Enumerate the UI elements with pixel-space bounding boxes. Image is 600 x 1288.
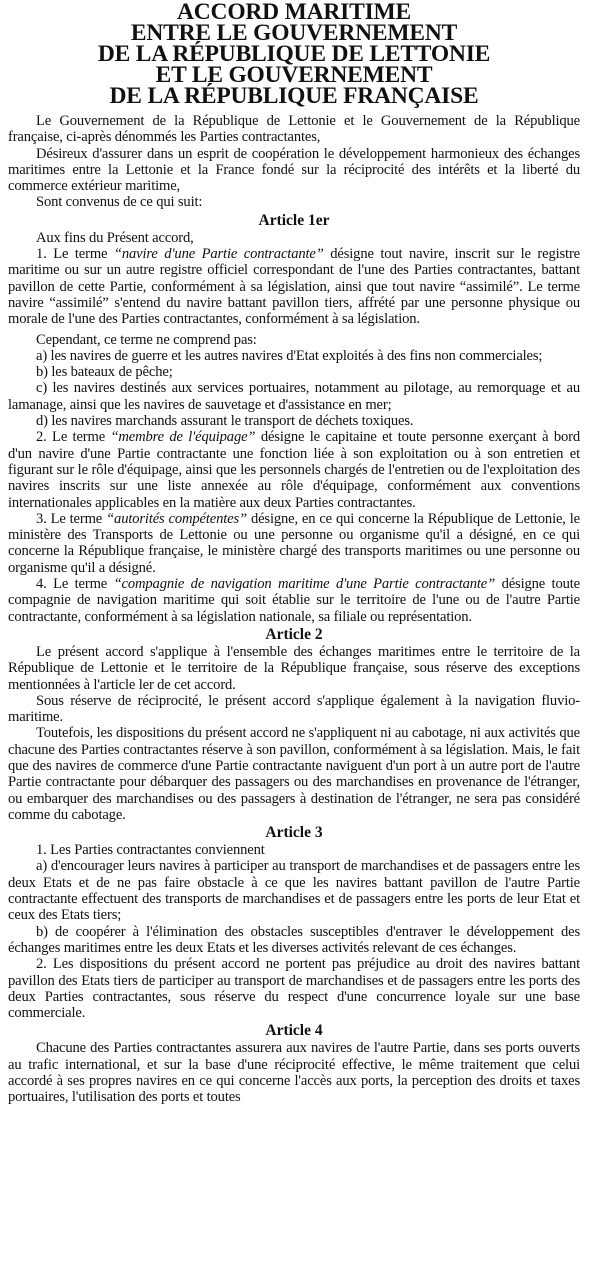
article-2-paragraph: Le présent accord s'applique à l'ensemble des échanges maritimes entre le territoire de la République de Lettonie et le territoire de la République française, sous réserve des exceptions mentionnées à l'article ler de cet accord.: [8, 643, 580, 693]
paragraph-text: désigne toute compagnie de navigation maritime qui soit établie sur le territoire de l'une ou de l'autre Partie contractante, conformément à sa législation nationale, sa filiale ou représentation.: [8, 576, 580, 625]
title-line: DE LA RÉPUBLIQUE DE LETTONIE: [97, 41, 491, 67]
title-line: ET LE GOUVERNEMENT: [155, 62, 433, 88]
article-3-heading: Article 3: [265, 824, 323, 842]
defined-term: “navire d'une Partie contractante”: [113, 246, 324, 263]
document-title: [8, 0, 580, 107]
title-line: ENTRE LE GOUVERNEMENT: [130, 20, 458, 46]
article-1-paragraph-2: [8, 429, 580, 510]
article-4-heading: Article 4: [265, 1022, 323, 1040]
paragraph-lead: 2. Le terme: [36, 429, 111, 446]
paragraph-lead: 3. Le terme: [36, 510, 107, 527]
paragraph-lead: 1. Le terme: [36, 246, 114, 263]
article-3-paragraph: 2. Les dispositions du présent accord ne portent pas préjudice au droit des navires battant pavillon des Etats tiers de participer au transport de marchandises et de passagers entre les ports des deux Parties contractantes, sous réserve du respect d'une concurrence loyale sur une base commerciale.: [8, 956, 580, 1022]
preamble-paragraph: Le Gouvernement de la République de Lettonie et le Gouvernement de la République française, ci-après dénommés les Parties contractantes,: [8, 113, 580, 146]
article-1-paragraph-4: [8, 576, 580, 625]
article-1-item-d: d) les navires marchands assurant le transport de déchets toxiques.: [36, 413, 414, 430]
article-1-intro: Aux fins du Présent accord,: [36, 229, 194, 246]
defined-term: “membre de l'équipage”: [110, 429, 256, 446]
article-3-paragraph: 1. Les Parties contractantes conviennent: [36, 842, 265, 859]
paragraph-lead: 4. Le terme: [36, 576, 114, 593]
defined-term: “compagnie de navigation maritime d'une Partie contractante”: [113, 576, 496, 593]
preamble-paragraph: Sont convenus de ce qui suit:: [36, 194, 203, 211]
article-2-heading: Article 2: [265, 625, 323, 643]
article-1-item-a: a) les navires de guerre et les autres navires d'Etat exploités à des fins non commerciales;: [36, 347, 543, 364]
article-2-paragraph: Sous réserve de réciprocité, le présent accord s'applique également à la navigation fluvio-maritime.: [8, 692, 580, 726]
article-1-paragraph-1: [8, 246, 580, 327]
paragraph-text: désigne tout navire, inscrit sur le registre maritime ou sur un autre registre officiel correspondant de l'une des Parties contractantes, battant pavillon de cette Partie, conformément à sa législation, ainsi que tout navire “assimilé”. Le terme navire “assimilé” s'entend du navire battant pavillon tiers, affrété par une personne physique ou morale de l'une des Parties contractantes, conformément à sa législation.: [8, 246, 580, 328]
article-4-paragraph: Chacune des Parties contractantes assurera aux navires de l'autre Partie, dans ses ports ouverts au trafic international, et sur la base d'une réciprocité effective, le même traitement que celui accordé à ses propres navires en ce qui concerne l'accès aux ports, la perception des droits et taxes portuaires, l'utilisation des ports et toutes: [8, 1040, 580, 1106]
article-1-item-c: c) les navires destinés aux services portuaires, notamment au pilotage, au remorquage et au lamanage, ainsi que les navires de sauvetage et d'assistance en mer;: [8, 380, 580, 413]
article-2-paragraph: Toutefois, les dispositions du présent accord ne s'appliquent ni au cabotage, ni aux activités que chacune des Parties contractantes réserve à son pavillon, conformément à sa législation. Mais, le fait que des navires de commerce d'une Partie contractante naviguent d'un port à un autre port de l'autre Partie contractante pour débarquer des passagers ou des marchandises en provenance de l'étranger, ou embarquer des marchandises ou des passagers à destination de l'étranger, ne sera pas considéré comme du cabotage.: [8, 725, 580, 823]
paragraph-text: désigne le capitaine et toute personne exerçant à bord d'un navire d'une Partie contractante une fonction liée à son exploitation ou à son entretien et figurant sur le rôle d'équipage, ainsi que les personnels chargés de l'entretien ou de l'exploitation des navires inscrits sur une liste annexée au rôle d'équipage, conformément aux conventions internationales applicables en la matière aux deux Parties contractantes.: [8, 429, 580, 511]
article-1-paragraph-3: [8, 511, 580, 576]
article-3-paragraph: b) de coopérer à l'élimination des obstacles susceptibles d'entraver le développement des échanges maritimes entre les deux Etats et les diverses activités relevant de ces échanges.: [8, 923, 580, 956]
defined-term: “autorités compétentes”: [106, 510, 247, 527]
article-1-exclusions-intro: Cependant, ce terme ne comprend pas:: [36, 331, 257, 348]
paragraph-text: désigne, en ce qui concerne la République de Lettonie, le ministère des Transports de Lettonie ou une personne ou organisme qu'il a désigné, en ce qui concerne la République française, le ministère chargé des transports maritimes ou une personne ou organisme qu'il a désigné.: [8, 510, 580, 576]
title-line: ACCORD MARITIME: [177, 0, 411, 25]
article-1-item-b: b) les bateaux de pêche;: [36, 364, 173, 381]
article-1-heading: Article 1er: [258, 211, 330, 229]
title-line: DE LA RÉPUBLIQUE FRANÇAISE: [109, 83, 479, 109]
preamble-paragraph: Désireux d'assurer dans un esprit de coopération le développement harmonieux des échanges maritimes entre la Lettonie et la France fondé sur la réciprocité des intérêts et la liberté du commerce extérieur maritime,: [8, 145, 580, 195]
article-3-paragraph: a) d'encourager leurs navires à participer au transport de marchandises et de passagers entre les deux Etats et de ne pas faire obstacle à ce que les navires battant pavillon de l'autre Partie contractante effectuent des transports de marchandises et de passagers entre les ports de leur Etat et ceux des Etats tiers;: [8, 858, 580, 924]
